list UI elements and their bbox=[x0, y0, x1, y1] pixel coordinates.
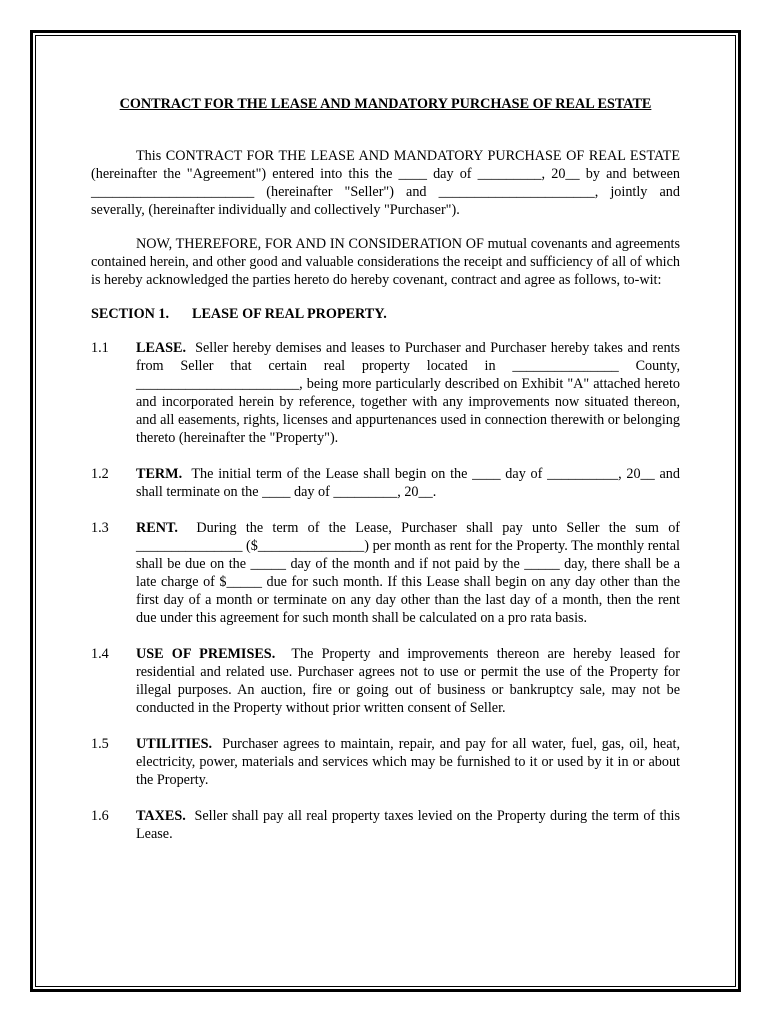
document-page bbox=[91, 91, 680, 861]
clause-body bbox=[136, 339, 680, 447]
recital-paragraph: NOW, THEREFORE, FOR AND IN CONSIDERATION OF mutual covenants and agreements contained herein, and other good and valuable considerations the receipt and sufficiency of all of which is hereby acknowledged the parties hereto do hereby covenant, contract and agree as follows, to-wit: bbox=[91, 236, 680, 288]
clause-text: Seller shall pay all real property taxes levied on the Property during the term of this Lease. bbox=[136, 808, 680, 842]
clause-body bbox=[136, 807, 680, 843]
clause-text: The Property and improvements thereon are hereby leased for residential and related use. Purchaser agrees not to use or permit the use of the Property for illegal purposes. An auction, fire or going out of business or bankruptcy sale, may not be conducted in the Property without prior written consent of Seller. bbox=[136, 646, 680, 716]
clause-1-6 bbox=[91, 807, 680, 843]
clause-number: 1.1 bbox=[91, 340, 109, 356]
clause-1-2 bbox=[91, 465, 680, 501]
clause-number: 1.5 bbox=[91, 736, 109, 752]
intro-paragraph: This CONTRACT FOR THE LEASE AND MANDATORY PURCHASE OF REAL ESTATE (hereinafter the "Agreement") entered into this the ____ day of _________, 20__ by and between _______________________ (hereinafter "Seller") and ______________________, jointly and severally, (hereinafter individually and collectively "Purchaser"). bbox=[91, 148, 680, 218]
clause-text: Seller hereby demises and leases to Purchaser and Purchaser hereby takes and rents from Seller that certain real property located in _______________ County, _______________________, being more particularly described on Exhibit "A" attached hereto and incorporated herein by reference, together with any improvements now situated thereon, and all easements, rights, licenses and appurtenances used in connection therewith or belonging thereto (hereinafter the "Property"). bbox=[136, 340, 680, 446]
clause-heading: TERM. bbox=[136, 466, 183, 482]
clause-body bbox=[136, 519, 680, 627]
clause-heading: TAXES. bbox=[136, 808, 186, 824]
clause-number: 1.6 bbox=[91, 808, 109, 824]
document-title: CONTRACT FOR THE LEASE AND MANDATORY PURCHASE OF REAL ESTATE bbox=[119, 96, 652, 112]
section-title: LEASE OF REAL PROPERTY. bbox=[192, 306, 387, 322]
clause-body bbox=[136, 645, 680, 717]
clause-text: Purchaser agrees to maintain, repair, and pay for all water, fuel, gas, oil, heat, electricity, power, materials and services which may be furnished to it or used by it in or about the Property. bbox=[136, 736, 681, 788]
clause-1-4 bbox=[91, 645, 680, 717]
clause-heading: RENT. bbox=[136, 520, 178, 536]
clause-1-3 bbox=[91, 519, 680, 627]
clause-body bbox=[136, 735, 680, 789]
clause-number: 1.3 bbox=[91, 520, 109, 536]
section-number: SECTION 1. bbox=[91, 306, 170, 322]
clause-body bbox=[136, 465, 680, 501]
clause-text: During the term of the Lease, Purchaser shall pay unto Seller the sum of _______________ ($_______________) per month as rent for the Property. The monthly rental shall be due on the _____ day of the month and if not paid by the _____ day, there shall be a late charge of $_____ due for such month. If this Lease shall begin on any day other than the first day of a month or terminate on any day other than the last day of a month, then the rent due under this agreement for such month shall be calculated on a pro rata basis. bbox=[136, 520, 681, 626]
clause-text: The initial term of the Lease shall begin on the ____ day of __________, 20__ and shall terminate on the ____ day of _________, 20__. bbox=[136, 466, 680, 500]
clause-number: 1.2 bbox=[91, 466, 109, 482]
clause-1-5 bbox=[91, 735, 680, 789]
clause-number: 1.4 bbox=[91, 646, 109, 662]
section-1-heading bbox=[91, 305, 680, 323]
clause-heading: USE OF PREMISES. bbox=[136, 646, 276, 662]
clause-heading: UTILITIES. bbox=[136, 736, 213, 752]
clause-heading: LEASE. bbox=[136, 340, 187, 356]
clause-1-1 bbox=[91, 339, 680, 447]
